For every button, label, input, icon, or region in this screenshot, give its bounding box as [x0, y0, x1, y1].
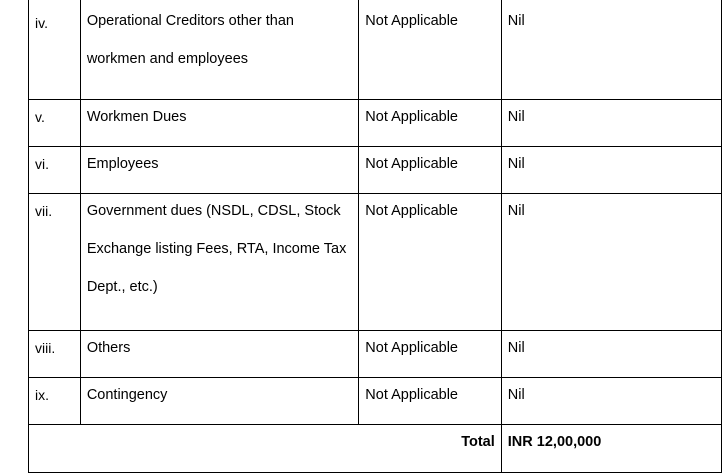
row-status: Not Applicable — [359, 193, 501, 330]
row-description: Others — [80, 330, 358, 377]
row-number: iv. — [29, 0, 81, 99]
row-status: Not Applicable — [359, 330, 501, 377]
row-number: vi. — [29, 146, 81, 193]
row-description — [80, 193, 358, 330]
description-line: Exchange listing Fees, RTA, Income Tax — [86, 240, 347, 257]
total-amount: INR 12,00,000 — [501, 424, 721, 472]
description-line: Government dues (NSDL, CDSL, Stock — [86, 202, 341, 219]
row-amount: Nil — [501, 193, 721, 330]
total-label: Total — [29, 424, 502, 472]
row-amount: Nil — [501, 99, 721, 146]
table-row — [29, 330, 722, 377]
row-amount: Nil — [501, 146, 721, 193]
row-number: viii. — [29, 330, 81, 377]
row-amount: Nil — [501, 0, 721, 99]
row-amount: Nil — [501, 377, 721, 424]
table-row — [29, 146, 722, 193]
row-status: Not Applicable — [359, 0, 501, 99]
row-number: v. — [29, 99, 81, 146]
row-description: Employees — [80, 146, 358, 193]
row-amount: Nil — [501, 330, 721, 377]
row-description: Contingency — [80, 377, 358, 424]
description-line: Operational Creditors other than — [86, 13, 294, 29]
table-row — [29, 99, 722, 146]
table-row — [29, 377, 722, 424]
row-status: Not Applicable — [359, 146, 501, 193]
row-number: ix. — [29, 377, 81, 424]
total-row — [29, 424, 722, 472]
description-line: workmen and employees — [86, 51, 249, 67]
table-row — [29, 0, 722, 99]
description-line: Dept., etc.) — [86, 278, 158, 295]
creditors-table — [28, 0, 722, 473]
row-status: Not Applicable — [359, 99, 501, 146]
row-number: vii. — [29, 193, 81, 330]
row-description: Workmen Dues — [80, 99, 358, 146]
row-status: Not Applicable — [359, 377, 501, 424]
row-description — [80, 0, 358, 99]
table-row — [29, 193, 722, 330]
